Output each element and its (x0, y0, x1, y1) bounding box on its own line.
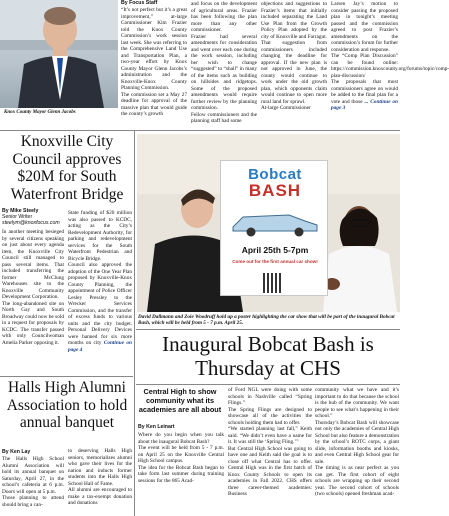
top-article-col2-p1: and focus on the development of agricultural areas. Frazier has been following the plan more than any other commissioner. (191, 1, 257, 33)
bash-byline: By Ken Leinart (138, 424, 175, 430)
photo-divider (136, 329, 400, 330)
top-article-col4-p3: The proposals that most commissioners agree on would be added to the final plan for a vote and those (331, 79, 398, 105)
poster-title-line2: BASH (248, 181, 302, 200)
halls-byline: By Ken Lay (2, 449, 31, 455)
bash-col2 (228, 387, 312, 498)
council-col1-p1: In another meeting besieged by several citizens speaking on just about every agenda item, the Knoxville City Council still managed to pass several items. That included transferring the former McClung Warehouses site to the Knoxville Community Development Corporation. (2, 229, 64, 300)
bobcat-bash-photo (137, 134, 400, 312)
top-article-col1-p1: “It’s not perfect but it’s a great improvement,” at-large Commissioner Kim Frazier told the Knox County Commission’s work session last week. She was referring to the Comprehensive Land Use and Transportation Plan, a two-year effort by Knox County Mayor Glenn Jacobs’s administration and the Knoxville-Knox County Planning Commission. (121, 7, 187, 91)
poster-title (227, 167, 323, 199)
top-article-byline: By Focus Staff (121, 0, 158, 6)
bash-col3-p1: community what we have and it’s important to do that because the school is the hub of the community. We want people to see what’s happening in their school.” (315, 387, 399, 419)
council-byline-email: steelym@knoxfocus.com (2, 220, 60, 226)
mayor-photo (0, 0, 118, 108)
car-icon (229, 207, 321, 237)
halls-col1-p1: The Halls High School Alumni Association will hold its annual banquet on Saturday, April 27, in the school’s cafeteria at 6 p.m. Doors will open at 5 p.m. (2, 456, 64, 495)
halls-col1-p2: Those planning to attend should bring a can- (2, 495, 64, 508)
council-col2-p2: Council also approved the adoption of the One Year Plan proposed by Knoxville-Knox County Planning, the appointment of Police Officer Lesley Pressley to the Wrecker Services Commission, and the transfer of excess funds to various units and the city budget. Personal Delivery Devices were banned for six more months on city (68, 262, 132, 346)
council-headline: Knoxville City Council approves $20M for South Waterfront Bridge (10, 133, 124, 203)
photo-caption: David Dallmann and Zoie Woodruff hold up a poster highlighting the car show that will be part of the inaugural Bobcat Bash, which will be held from 5 - 7 p.m. April 25. (138, 314, 395, 327)
council-byline-role: Senior Writer (2, 214, 33, 220)
bash-headline-divider (136, 384, 400, 385)
bash-col2-p4: But Central High School was going to have one and Keith said the goal is to close off what Central has to offer. Central High was in the first batch of Knox County Schools to open its academies in Fall 2022. CHS offers three career-themed academies: Business (228, 445, 312, 497)
bash-col1-p3: The idea for the Bobcat Bash began to take form last summer during training sessions for the 865 Acad- (138, 464, 224, 484)
bash-col3-p3: The timing is as near perfect as you can get. The first cohort of eight schools are wrapping up their second year. The second cohort of schools (two schools) opened freshman acad- (315, 465, 399, 497)
poster-subtitle: Come out for the first annual car show! (232, 259, 318, 264)
council-byline-name: By Mike Steely (2, 208, 39, 214)
bash-col2-p2: The Spring Flings are designed to showcase all of the activities the schools holding them had to offer. (228, 406, 312, 426)
bash-headline: Inaugural Bobcat Bash is Thursday at CHS (162, 332, 374, 380)
bash-col3 (315, 387, 399, 498)
top-article-col4-p2: The “Comp Plan Discussion” can be found online: https://commission.knoxcounty.org/forums/topic/comp-plan-discussion/ (331, 53, 449, 79)
poster-title-line1: Bobcat (248, 166, 302, 183)
top-article-continue-link[interactable]: ... Continue on page 3 (331, 98, 398, 111)
council-col1 (2, 229, 64, 346)
bash-col1-p2: The event will be held from 5 - 7 p.m. on April 25 on the Knoxville Central High School campus. (138, 445, 224, 464)
council-byline (2, 208, 64, 226)
vertical-divider (134, 131, 135, 516)
top-article-col3 (261, 1, 327, 112)
halls-col2-p2: All alumni are encouraged to make a tax-exempt donation and donations (68, 487, 132, 506)
bash-col1 (138, 432, 224, 484)
bash-col2-p1: of Ford NGL were doing with some schools in Nashville called “Spring Flings.” (228, 387, 312, 406)
bobcat-bash-poster (220, 160, 328, 296)
top-article-col2 (191, 1, 257, 125)
council-continue-link[interactable]: Continue on page 4 (68, 340, 132, 353)
top-article-col2-p2: Frazier had several amendments for consideration and went over each one during the work session, including her wish to change “suggested” to “shall” in many of the items such as building on hillsides and ridgetops. Some of the proposed amendments would require further review by the planning commission. (191, 33, 257, 111)
poster-qr-code (263, 273, 283, 293)
halls-col2-p1: to deserving Halls High seniors, memorializes alumni who gave their lives for the nation and inducts former students into the Halls High School Hall of Fame. (68, 448, 132, 487)
council-col1-p2: The long-abandoned site on North Gay and South Broadway could now be sold in a request for proposals by KCDC. The transfer passed with only Councilwoman Amelia Parker opposing it. (2, 300, 64, 346)
top-article-col4-p1: Larsen Jay’s motion to consider passing the proposed plan in tonight’s meeting passed and the commission agreed to post Frazier’s amendments on the commission’s forum for further consideration and response. (331, 1, 398, 53)
bash-col3-p2: Thursday’s Bobcat Bash will showcase not only the academies of Central High School but also feature a demonstration by the school’s ROTC corps, a giant slide, information booths and kiosks, and even Central High School gear for sale. (315, 419, 399, 465)
bash-col1-p1: Where do you begin when you talk about the inaugural Bobcat Bash? (138, 432, 224, 445)
council-bottom-divider (0, 376, 133, 377)
top-article-col4 (331, 1, 449, 112)
council-col2 (68, 210, 132, 353)
halls-col1 (2, 456, 64, 508)
top-article-col1-p2: The commission set a May 27 deadline for approval of the massive plan that would guide the county’s growth (121, 91, 187, 117)
council-col2-p1: State funding of $20 million was also passed to KCDC, acting as the City’s Redevelopment Authority, for parking and redevelopment services for the South Waterfront Pedestrian and Bicycle Bridge. (68, 210, 132, 262)
top-divider (0, 130, 400, 131)
mayor-portrait-illustration (0, 0, 118, 108)
top-article-col2-p3: Fellow commissioners and the planning staff had some (191, 111, 257, 124)
bash-kicker: Central High to show community what its academies are all about (138, 387, 222, 414)
bash-col2-p3: “We started planning last fall,” Keith said. “We didn’t even have a name for it. It was still the ‘Spring Fling.’” (228, 426, 312, 445)
top-article-col3-p1: objections and suggestions to Frazier’s items that initially included separating the Land Use Plan from the Growth Policy Plan adopted by the city of Knoxville and Farragut. That suggestion from commissioners included changing the deadline for approval. If the new plan is not approved in June, the county would continue to work under the old growth plan, which opponents claim would continue to open more rural land for sprawl. (261, 1, 327, 105)
poster-car-image (229, 207, 321, 237)
mayor-photo-caption: Knox County Mayor Glenn Jacobs (4, 110, 76, 115)
halls-col2 (68, 448, 132, 507)
top-article-col3-p2: At-large Commissioner (261, 105, 311, 111)
halls-headline: Halls High Alumni Association to hold annual banquet (6, 379, 128, 431)
poster-date: April 25th 5-7pm (241, 245, 309, 255)
top-article-col1 (121, 7, 187, 118)
